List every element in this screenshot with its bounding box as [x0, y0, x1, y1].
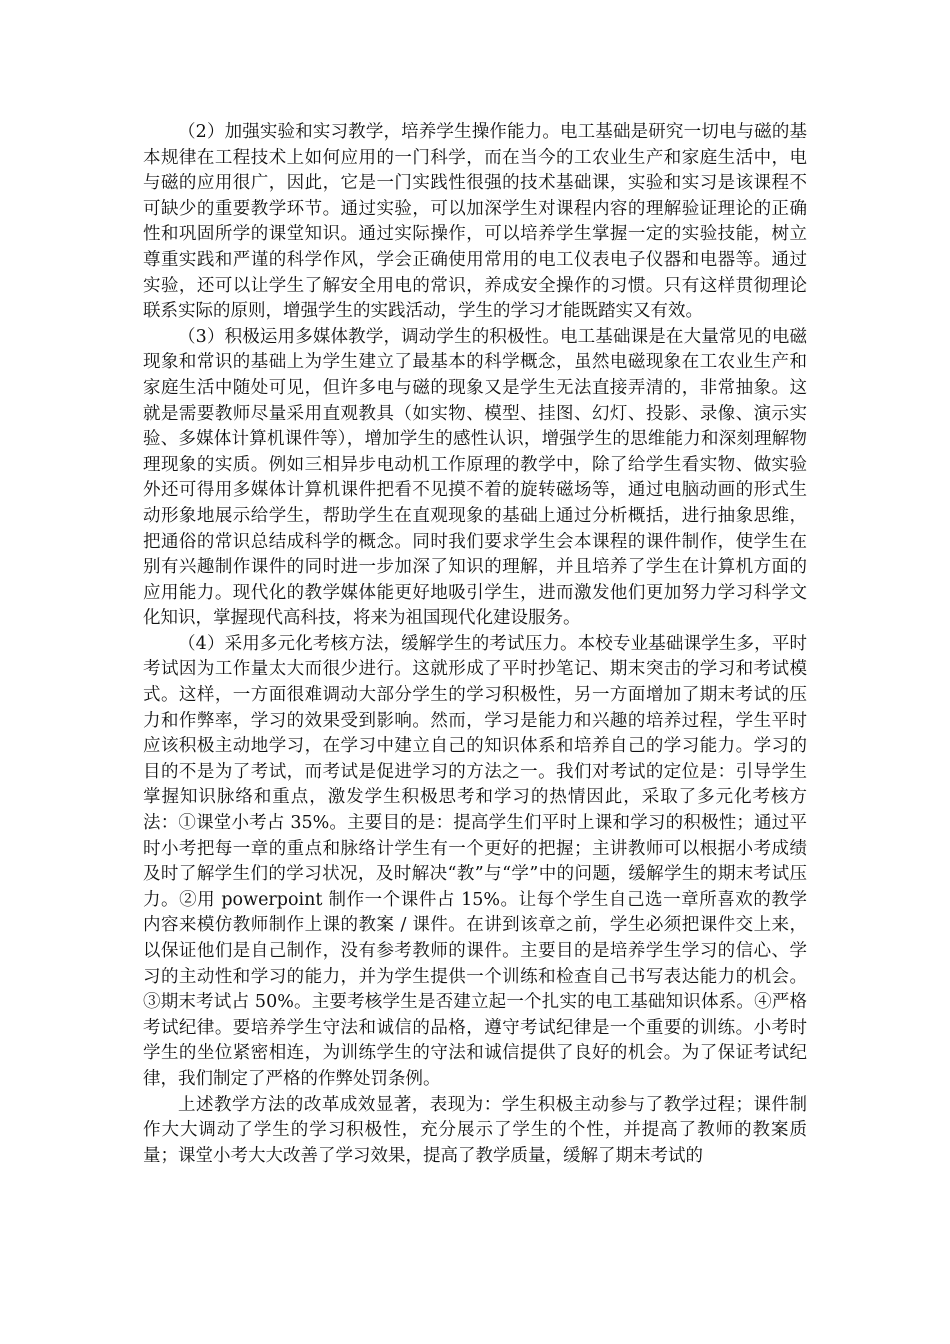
document-body [143, 120, 807, 1169]
paragraph-experiment-teaching: （2）加强实验和实习教学，培养学生操作能力。电工基础是研究一切电与磁的基本规律在工程技术上如何应用的一门科学，而在当今的工农业生产和家庭生活中，电与磁的应用很广，因此，它是一门实践性很强的技术基础课，实验和实习是该课程不可缺少的重要教学环节。通过实验，可以加深学生对课程内容的理解验证理论的正确性和巩固所学的课堂知识。通过实际操作，可以培养学生掌握一定的实验技能，树立尊重实践和严谨的科学作风，学会正确使用常用的电工仪表电子仪器和电器等。通过实验，还可以让学生了解安全用电的常识，养成安全操作的习惯。只有这样贯彻理论联系实际的原则，增强学生的实践活动，学生的学习才能既踏实又有效。 [143, 122, 807, 322]
paragraph-multimedia-teaching: （3）积极运用多媒体教学，调动学生的积极性。电工基础课是在大量常见的电磁现象和常识的基础上为学生建立了最基本的科学概念，虽然电磁现象在工农业生产和家庭生活中随处可见，但许多电与磁的现象又是学生无法直接弄清的，非常抽象。这就是需要教师尽量采用直观教具（如实物、模型、挂图、幻灯、投影、录像、演示实验、多媒体计算机课件等），增加学生的感性认识，增强学生的思维能力和深刻理解物理现象的实质。例如三相异步电动机工作原理的教学中，除了给学生看实物、做实验外还可得用多媒体计算机课件把看不见摸不着的旋转磁场等，通过电脑动画的形式生动形象地展示给学生，帮助学生在直观现象的基础上通过分析概括，进行抽象思维，把通俗的常识总结成科学的概念。同时我们要求学生会本课程的课件制作，使学生在别有兴趣制作课件的同时进一步加深了知识的理解，并且培养了学生在计算机方面的应用能力。现代化的教学媒体能更好地吸引学生，进而激发他们更加努力学习科学文化知识，掌握现代高科技，将来为祖国现代化建设服务。 [143, 326, 807, 629]
paragraph-assessment-methods: （4）采用多元化考核方法，缓解学生的考试压力。本校专业基础课学生多，平时考试因为工作量太大而很少进行。这就形成了平时抄笔记、期末突击的学习和考试模式。这样，一方面很难调动大部分学生的学习积极性，另一方面增加了期末考试的压力和作弊率，学习的效果受到影响。然而，学习是能力和兴趣的培养过程，学生平时应该积极主动地学习，在学习中建立自己的知识体系和培养自己的学习能力。学习的目的不是为了考试，而考试是促进学习的方法之一。我们对考试的定位是：引导学生掌握知识脉络和重点，激发学生积极思考和学习的热情因此，采取了多元化考核方法：①课堂小考占 35%。主要目的是：提高学生们平时上课和学习的积极性；通过平时小考把每一章的重点和脉络计学生有一个更好的把握；主讲教师可以根据小考成绩及时了解学生们的学习状况，及时解决“教”与“学”中的问题，缓解学生的期末考试压力。②用 powerpoint 制作一个课件占 15%。让每个学生自己选一章所喜欢的教学内容来模仿教师制作上课的教案 / 课件。在讲到该章之前，学生必须把课件交上来，以保证他们是自己制作，没有参考教师的课件。主要目的是培养学生学习的信心、学习的主动性和学习的能力，并为学生提供一个训练和检查自己书写表达能力的机会。③期末考试占 50%。主要考核学生是否建立起一个扎实的电工基础知识体系。④严格考试纪律。要培养学生守法和诚信的品格，遵守考试纪律是一个重要的训练。小考时学生的坐位紧密相连，为训练学生的守法和诚信提供了良好的机会。为了保证考试纪律，我们制定了严格的作弊处罚条例。 [143, 633, 807, 1089]
paragraph-reform-results: 上述教学方法的改革成效显著，表现为：学生积极主动参与了教学过程；课件制作大大调动了学生的学习积极性，充分展示了学生的个性，并提高了教师的教案质量；课堂小考大大改善了学习效果，提高了教学质量，缓解了期末考试的 [143, 1094, 807, 1166]
